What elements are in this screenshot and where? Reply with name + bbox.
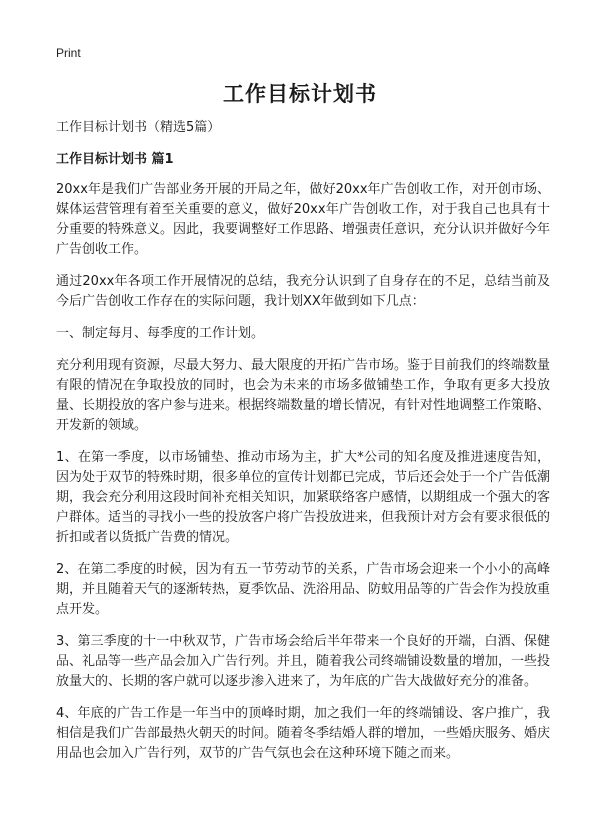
paragraph-heading-one: 一、制定每月、每季度的工作计划。 — [56, 326, 265, 341]
print-link[interactable]: Print — [56, 46, 81, 60]
paragraph-q4: 4、年底的广告工作是一年当中的顶峰时期，加之我们一年的终端铺设、客户推广，我相信是我们广告部最热火朝天的时间。随着冬季结婚人群的增加，一些婚庆服务、婚庆用品也会加入广告行列，双节的广告气氛也会在这种环境下随之而来。 — [56, 706, 551, 761]
section-heading: 工作目标计划书 篇1 — [56, 152, 174, 167]
paragraph-intro: 20xx年是我们广告部业务开展的开局之年，做好20xx年广告创收工作，对开创市场、媒体运营管理有着至关重要的意义，做好20xx年广告创收工作，对于我自己也具有十分重要的特殊意义。因此，我要调整好工作思路、增强责任意识，充分认识并做好今年广告创收工作。 — [56, 182, 551, 257]
paragraph-summary: 通过20xx年各项工作开展情况的总结，我充分认识到了自身存在的不足，总结当前及今后广告创收工作存在的实际问题，我计划XX年做到如下几点： — [56, 274, 550, 309]
paragraph-strategy: 充分利用现有资源，尽最大努力、最大限度的开拓广告市场。鉴于目前我们的终端数量有限的情况在争取投放的同时，也会为未来的市场多做铺垫工作，争取有更多大投放量、长期投放的客户参与进来。根据终端数量的增长情况，有针对性地调整工作策略、开发新的领域。 — [56, 358, 551, 433]
document-body — [56, 118, 550, 776]
document-subtitle: 工作目标计划书（精选5篇） — [56, 120, 221, 135]
paragraph-q1: 1、在第一季度，以市场铺垫、推动市场为主，扩大*公司的知名度及推进速度告知，因为处于双节的特殊时期，很多单位的宣传计划都已完成，节后还会处于一个广告低潮期，我会充分利用这段时间补充相关知识，加紧联络客户感情，以期组成一个强大的客户群体。适当的寻找小一些的投放客户将广告投放进来，但我预计对方会有要求很低的折扣或者以货抵广告费的情况。 — [56, 450, 551, 545]
paragraph-q3: 3、第三季度的十一中秋双节，广告市场会给后半年带来一个良好的开端，白酒、保健品、礼品等一些产品会加入广告行列。并且，随着我公司终端铺设数量的增加，一些投放量大的、长期的客户就可以逐步渗入进来了，为年底的广告大战做好充分的准备。 — [56, 634, 551, 689]
page-title: 工作目标计划书 — [223, 82, 377, 106]
paragraph-q2: 2、在第二季度的时候，因为有五一节劳动节的关系，广告市场会迎来一个小小的高峰期，并且随着天气的逐渐转热，夏季饮品、洗浴用品、防蚊用品等的广告会作为投放重点开发。 — [56, 562, 551, 617]
